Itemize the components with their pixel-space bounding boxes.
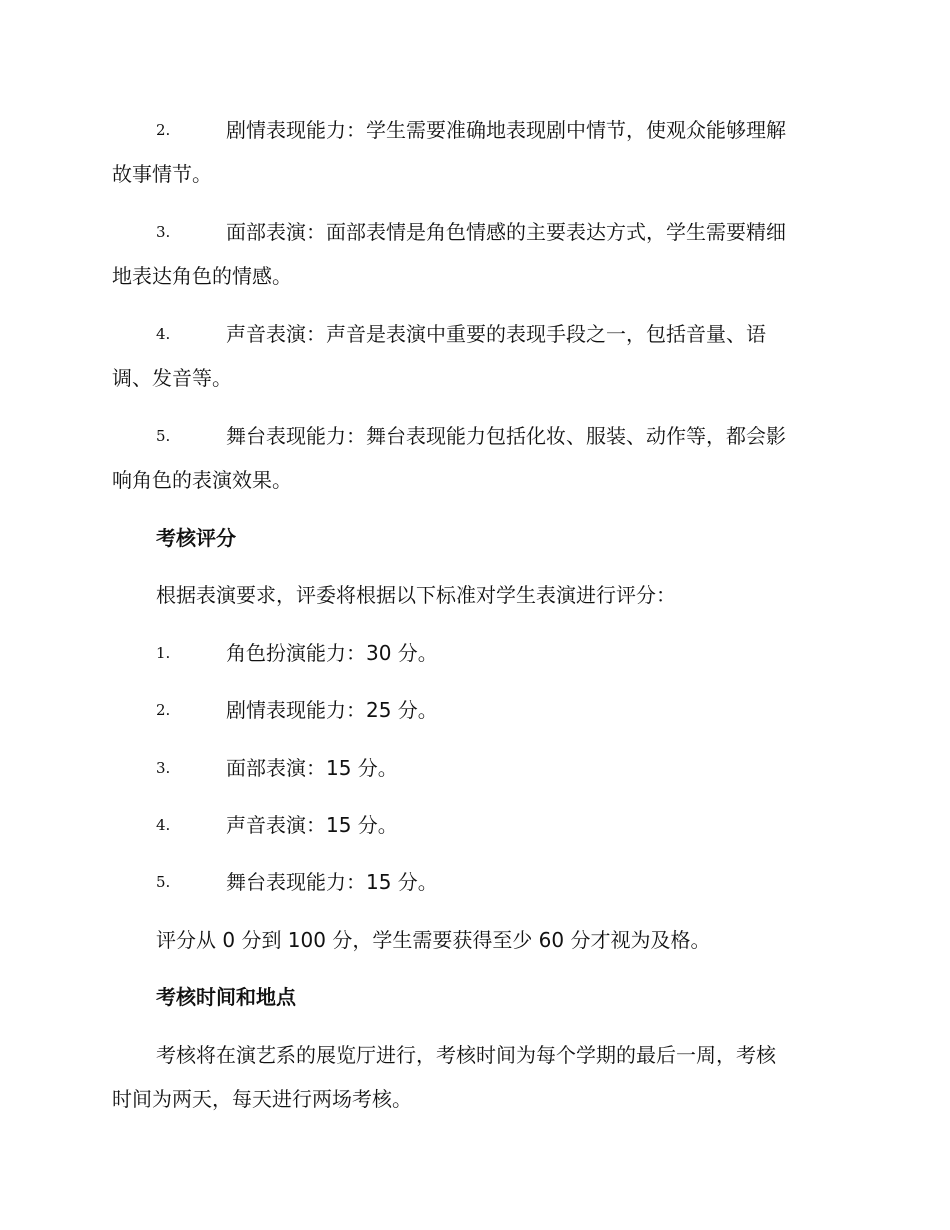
list-item-continuation: 故事情节。 [112,162,212,186]
list-number: 3. [156,759,171,777]
list-number: 4. [156,816,171,834]
list-number: 1. [156,644,171,662]
paragraph-line: 考核将在演艺系的展览厅进行，考核时间为每个学期的最后一周，考核 [156,1043,776,1067]
list-number: 5. [156,873,171,891]
list-number: 2. [156,701,171,719]
section-heading-time-place: 考核时间和地点 [156,985,296,1009]
scoring-item: 剧情表现能力：25 分。 [226,698,438,722]
list-item-text: 声音表演：声音是表演中重要的表现手段之一，包括音量、语 [226,322,766,346]
list-item-text: 剧情表现能力：学生需要准确地表现剧中情节，使观众能够理解 [226,118,786,142]
list-item-text: 舞台表现能力：舞台表现能力包括化妆、服装、动作等，都会影 [226,424,786,448]
list-item-continuation: 调、发音等。 [112,366,232,390]
list-number: 3. [156,223,171,241]
paragraph-line: 时间为两天，每天进行两场考核。 [112,1087,412,1111]
list-item-continuation: 地表达角色的情感。 [112,264,292,288]
list-item-text: 面部表演：面部表情是角色情感的主要表达方式，学生需要精细 [226,220,786,244]
scoring-note: 评分从 0 分到 100 分，学生需要获得至少 60 分才视为及格。 [156,928,711,952]
list-number: 4. [156,325,171,343]
scoring-item: 声音表演：15 分。 [226,813,398,837]
list-number: 5. [156,427,171,445]
section-heading-scoring: 考核评分 [156,526,236,550]
scoring-item: 面部表演：15 分。 [226,756,398,780]
scoring-item: 角色扮演能力：30 分。 [226,641,438,665]
list-number: 2. [156,121,171,139]
list-item-continuation: 响角色的表演效果。 [112,468,292,492]
scoring-intro: 根据表演要求，评委将根据以下标准对学生表演进行评分： [156,583,676,607]
scoring-item: 舞台表现能力：15 分。 [226,870,438,894]
